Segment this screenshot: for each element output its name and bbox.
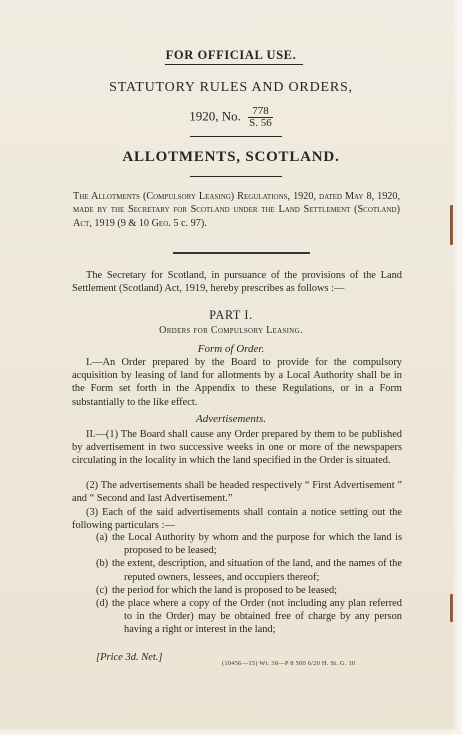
item-label: (c) <box>96 584 108 596</box>
official-underline <box>165 64 303 65</box>
page-edge <box>452 0 462 735</box>
order-number-fraction <box>248 106 273 129</box>
statutory-heading: STATUTORY RULES AND ORDERS, <box>109 80 353 95</box>
paragraph-1: I.—An Order prepared by the Board to provide for the compulsory acquisition by leasing of land for allotments by a Local Authority shall be in the Form set forth in the Appendix to these Regulations, or in a Form substantially to the like effect. <box>72 357 402 408</box>
caption-geo: Geo. <box>151 217 171 229</box>
caption-year: , 1920, <box>287 191 317 202</box>
orders-heading: Orders for Compulsory Leasing. <box>159 325 303 336</box>
divider-rule <box>190 136 282 137</box>
year-number-line <box>0 106 462 129</box>
paragraph-2-2: (2) The advertisements shall be headed respectively “ First Advertisement ” and “ Second and last Advertisement.” <box>72 480 402 505</box>
item-label: (d) <box>96 598 109 610</box>
item-text: the Local Authority by whom and the purpose for which the land is proposed to be leased; <box>112 532 402 557</box>
price-note: [Price 3d. Net.] <box>96 652 163 663</box>
item-label: (b) <box>96 558 109 570</box>
paragraph-2-1: II.—(1) The Board shall cause any Order prepared by them to be published by advertisement in two successive weeks in one or more of the newspapers circulating in the locality in which the land specified in the Order is situated. <box>72 429 402 467</box>
fraction-numerator: 778 <box>248 106 273 118</box>
printer-code: (10456—15) Wt. 38—P 8 500 6/20 H. St. G. 10 <box>222 660 356 667</box>
form-of-order-heading: Form of Order. <box>197 343 265 355</box>
paragraph-2-3: (3) Each of the said advertisements shall contain a notice setting out the following particulars :— <box>72 507 402 532</box>
advertisements-heading: Advertisements. <box>196 413 266 425</box>
section-divider <box>173 252 310 254</box>
document-title: ALLOTMENTS, SCOTLAND. <box>122 149 340 165</box>
divider-rule <box>190 176 282 177</box>
page-edge <box>0 727 462 735</box>
regulation-caption <box>73 190 400 230</box>
caption-dated: dated May 8, 1920, made by the Secretary for Scotland under the Land Settlement (Scotland) Act <box>73 191 401 229</box>
list-item <box>96 584 402 597</box>
item-text: the period for which the land is proposed to be leased; <box>112 584 338 596</box>
particulars-list <box>96 531 402 637</box>
caption-title: The Allotments (Compulsory Leasing) Regulations <box>73 191 288 202</box>
official-use-heading: FOR OFFICIAL USE. <box>165 48 297 62</box>
item-label: (a) <box>96 532 108 543</box>
list-item <box>96 597 402 637</box>
fraction-denominator: S. 56 <box>249 117 272 129</box>
item-text: the place where a copy of the Order (not including any plan referred to in the Order) may be obtained free of charge by any person having a right or interest in the land; <box>112 598 402 636</box>
part-heading: PART I. <box>209 308 253 322</box>
preamble-paragraph: The Secretary for Scotland, in pursuance of the provisions of the Land Settlement (Scotland) Act, 1919, hereby prescribes as follows :— <box>72 270 402 295</box>
list-item <box>96 557 402 583</box>
caption-geo-tail: 5 c. 97). <box>173 217 207 229</box>
item-text: the extent, description, and situation of the land, and the names of the reputed owners, lessees, and occupiers thereof; <box>112 558 402 583</box>
caption-act-year: , 1919 (9 & 10 <box>89 217 150 229</box>
list-item <box>96 531 402 557</box>
year-number-text: 1920, No. <box>189 108 241 124</box>
